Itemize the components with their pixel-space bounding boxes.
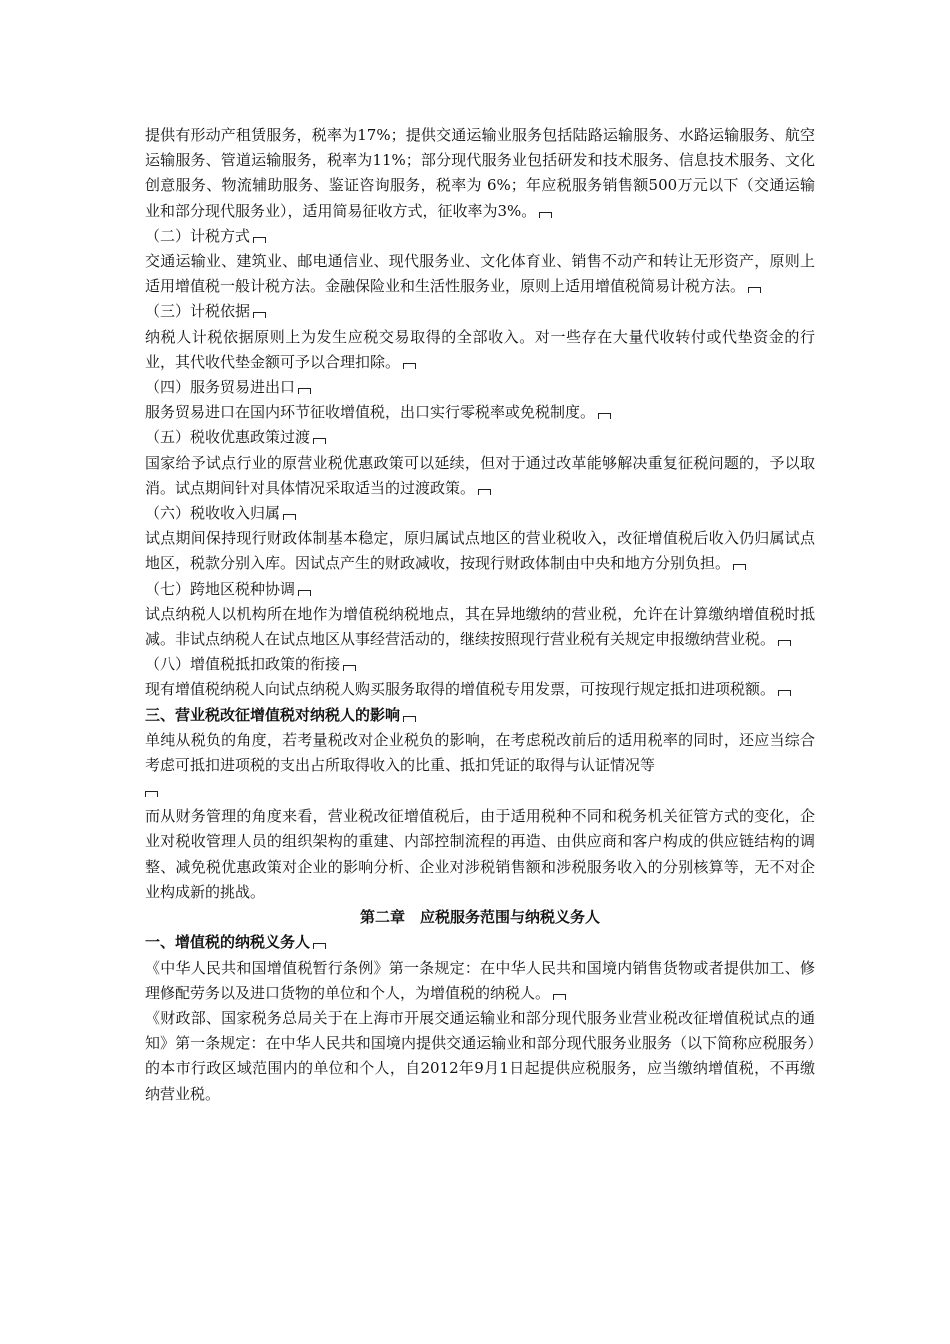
- heading-text: （四）服务贸易进出口: [145, 378, 296, 397]
- paragraph-text: 单纯从税负的角度，若考量税改对企业税负的影响，在考虑税改前后的适用税率的同时，还应当综合考虑可抵扣进项税的支出占所取得收入的比重、抵扣凭证的取得与认证情况等: [145, 730, 815, 775]
- paragraph-mark-icon: [313, 438, 326, 444]
- paragraph-text: 服务贸易进口在国内环节征收增值税，出口实行零税率或免税制度。: [145, 403, 596, 422]
- heading-tax-basis: [145, 299, 815, 324]
- heading-text: （五）税收优惠政策过渡: [145, 428, 311, 447]
- paragraph-mark-icon: [478, 489, 491, 495]
- heading-revenue-attribution: [145, 501, 815, 526]
- paragraph-text: 《中华人民共和国增值税暂行条例》第一条规定：在中华人民共和国境内销售货物或者提供加工、修理修配劳务以及进口货物的单位和个人，为增值税的纳税人。: [145, 958, 815, 1002]
- paragraph-text: 而从财务管理的角度来看，营业税改征增值税后，由于适用税种不同和税务机关征管方式的变化，企业对税收管理人员的组织架构的重建、内部控制流程的再造、由供应商和客户构成的供应链结构的调整、减免税优惠政策对企业的影响分析、企业对涉税销售额和涉税服务收入的分别核算等，无不对企业构成新的挑战。: [145, 807, 815, 901]
- paragraph-vat-regulation: [145, 956, 815, 1006]
- section-heading-vat-taxpayer: [145, 930, 815, 955]
- paragraph-mark-icon: [343, 665, 356, 671]
- paragraph-text: 交通运输业、建筑业、邮电通信业、现代服务业、文化体育业、销售不动产和转让无形资产，原则上适用增值税一般计税方法。金融保险业和生活性服务业，原则上适用增值税简易计税方法。: [145, 252, 815, 296]
- paragraph-financial-management: [145, 804, 815, 905]
- heading-text: （八）增值税抵扣政策的衔接: [145, 655, 341, 674]
- paragraph-mark-icon: [733, 564, 746, 570]
- paragraph-mark-icon: [253, 312, 266, 318]
- paragraph-text: 现有增值税纳税人向试点纳税人购买服务取得的增值税专用发票，可按现行规定抵扣进项税额。: [145, 680, 776, 699]
- paragraph-mark-icon: [403, 716, 416, 722]
- heading-deduction-policy: [145, 652, 815, 677]
- heading-cross-region: [145, 577, 815, 602]
- paragraph-tax-method: [145, 249, 815, 299]
- paragraph-mark-icon: [778, 690, 791, 696]
- paragraph-mark-icon: [298, 590, 311, 596]
- paragraph-mark-icon: [253, 237, 266, 243]
- paragraph-tax-burden: [145, 728, 815, 778]
- heading-text: （七）跨地区税种协调: [145, 579, 296, 598]
- paragraph-text: 试点期间保持现行财政体制基本稳定，原归属试点地区的营业税收入，改征增值税后收入仍归属试点地区，税款分别入库。因试点产生的财政减收，按现行财政体制由中央和地方分别负担。: [145, 529, 815, 573]
- heading-text: 三、营业税改征增值税对纳税人的影响: [145, 705, 401, 724]
- heading-text: （二）计税方式: [145, 226, 251, 245]
- paragraph-mark-icon: [778, 640, 791, 646]
- paragraph-tax-basis: [145, 325, 815, 375]
- heading-text: 一、增值税的纳税义务人: [145, 933, 311, 952]
- paragraph-mark-icon: [313, 943, 326, 949]
- paragraph-shanghai-pilot-notice: [145, 1006, 815, 1107]
- paragraph-mark-icon: [145, 791, 158, 797]
- paragraph-mark-icon: [539, 212, 552, 218]
- paragraph-mark-icon: [298, 388, 311, 394]
- paragraph-preferential-transition: [145, 451, 815, 501]
- paragraph-mark-icon: [403, 363, 416, 369]
- paragraph-mark-icon: [283, 514, 296, 520]
- document-body: [145, 123, 815, 1107]
- paragraph-text: 试点纳税人以机构所在地作为增值税纳税地点，其在异地缴纳的营业税，允许在计算缴纳增值税时抵减。非试点纳税人在试点地区从事经营活动的，继续按照现行营业税有关规定申报缴纳营业税。: [145, 604, 815, 649]
- paragraph-service-trade: [145, 400, 815, 425]
- paragraph-mark-icon: [598, 413, 611, 419]
- chapter-heading: [145, 905, 815, 930]
- heading-text: （三）计税依据: [145, 302, 251, 321]
- paragraph-cross-region: [145, 602, 815, 652]
- empty-paragraph: [145, 778, 815, 804]
- paragraph-text: 《财政部、国家税务总局关于在上海市开展交通运输业和部分现代服务业营业税改征增值税试点的通知》第一条规定：在中华人民共和国境内提供交通运输业和部分现代服务业服务（以下简称应税服务）的本市行政区域范围内的单位和个人，自2012年9月1日起提供应税服务，应当缴纳增值税，不再缴纳营业税。: [145, 1008, 815, 1103]
- paragraph-deduction-policy: [145, 677, 815, 702]
- paragraph-mark-icon: [748, 287, 761, 293]
- heading-tax-method: [145, 224, 815, 249]
- paragraph-mark-icon: [553, 994, 566, 1000]
- paragraph-tax-rates: [145, 123, 815, 224]
- heading-preferential-transition: [145, 425, 815, 450]
- paragraph-text: 国家给予试点行业的原营业税优惠政策可以延续，但对于通过改革能够解决重复征税问题的，予以取消。试点期间针对具体情况采取适当的过渡政策。: [145, 453, 815, 497]
- paragraph-text: 提供有形动产租赁服务，税率为17%；提供交通运输业服务包括陆路运输服务、水路运输服务、航空运输服务、管道运输服务，税率为11%；部分现代服务业包括研发和技术服务、信息技术服务、文化创意服务、物流辅助服务、鉴证咨询服务，税率为 6%；年应税服务销售额500万元以下（交通运输业和部分现代服务业），适用简易征收方式，征收率为3%。: [145, 126, 815, 220]
- paragraph-revenue-attribution: [145, 526, 815, 576]
- heading-text: 第二章 应税服务范围与纳税义务人: [359, 908, 600, 927]
- paragraph-text: 纳税人计税依据原则上为发生应税交易取得的全部收入。对一些存在大量代收转付或代垫资金的行业，其代收代垫金额可予以合理扣除。: [145, 327, 815, 371]
- heading-text: （六）税收收入归属: [145, 504, 281, 523]
- heading-service-trade: [145, 375, 815, 400]
- section-heading-impact: [145, 703, 815, 728]
